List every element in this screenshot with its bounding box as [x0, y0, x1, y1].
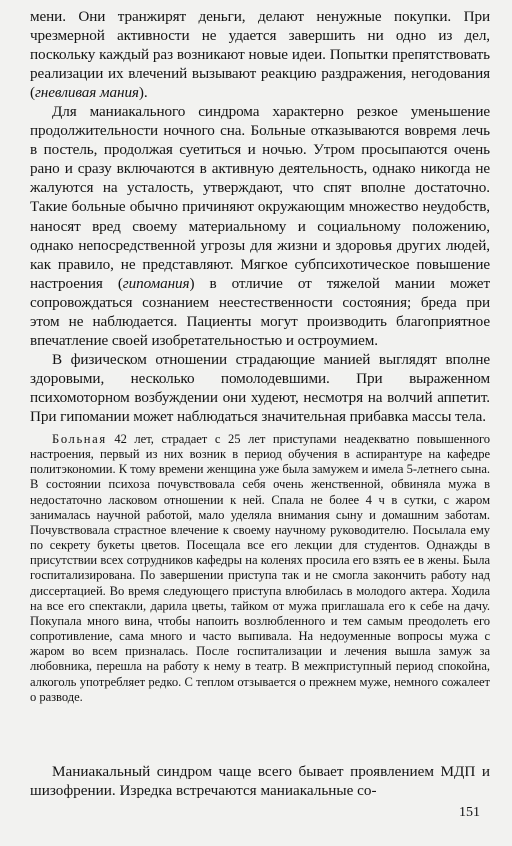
paragraph-2: [30, 102, 490, 350]
paragraph-2-text-b: ) в отличие от тяжелой мании может сопровождаться сознанием неестественности состояния; бреда при этом не наблюдается. Пациенты могут производить благоприятное впечатление своей изобретательностью и остроумием.: [30, 274, 490, 349]
case-study-lead: Больная: [52, 432, 107, 446]
case-study: [30, 432, 490, 705]
paragraph-1-end: ).: [138, 84, 148, 102]
paragraph-1: [30, 7, 490, 102]
term-hypomania: гипомания: [122, 274, 190, 292]
closing-text: Маниакальный синдром чаще всего бывает проявлением МДП и шизофрении. Изредка встречаются маниакальные со-: [30, 763, 490, 800]
main-text: [30, 7, 490, 426]
page-number: 151: [459, 805, 480, 820]
closing-paragraph: [30, 762, 490, 800]
case-study-body: 42 лет, страдает с 25 лет приступами неадекватно повышенного настроения, первый из них возник в период обучения в аспирантуре на кафедре политэкономии. К тому времени женщина уже была замужем и имела 5-летнего сына. В состоянии психоза почувствовала себя очень женственной, обвиняла мужа в недостаточно ласковом отношении к ней. Спала не более 4 ч в сутки, с жаром занималась научной работой, мало уделяла внимания сыну и домашним заботам. Почувствовала страстное влечение к своему научному руководителю. Посылала ему по секрету букеты цветов. Посещала все его лекции для студентов. Однажды в присутствии всех сотрудников кафедры на коленях просила его взять ее в жены. Была госпитализирована. По завершении приступа так и не смогла закончить работу над диссертацией. Во время следующего приступа влюбилась в молодого актера. Ходила на все его спектакли, дарила цветы, тайком от мужа приглашала его к себе на дачу. Покупала много вина, чтобы напоить возлюбленного и тем самым преодолеть его сопротивление, сама много и часто выпивала. На недоуменные вопросы мужа с жаром во всем призналась. После госпитализации и лечения вышла замуж за любовника, перешла на работу к нему в театр. В межприступный период спокойна, алкоголь употребляет редко. С теплом отзывается о прежнем муже, немного сожалеет о разводе.: [30, 432, 490, 704]
paragraph-1-text: мени. Они транжирят деньги, делают ненужные покупки. При чрезмерной активности не удается завершить ни одно из дел, поскольку каждый раз возникают новые идеи. Попытки препятствовать реализации их влечений вызывают реакцию раздражения, негодования (: [30, 8, 490, 102]
paragraph-2-text-a: Для маниакального синдрома характерно резкое уменьшение продолжительности ночного сна. Больные отказываются вовремя лечь в постель, продолжая суетиться и ночью. Утром просыпаются очень рано и сразу включаются в активную деятельность, однако никогда не жалуются на усталость, утверждают, что спят вполне достаточно. Такие больные обычно причиняют окружающим множество неудобств, наносят вред своему материальному и социальному положению, однако непосредственной угрозы для жизни и здоровья других людей, как правило, не представляют. Мягкое субпсихотическое повышение настроения (: [30, 103, 490, 292]
term-angry-mania: гневливая мания: [34, 84, 139, 102]
case-study-text: [30, 432, 490, 705]
paragraph-3: В физическом отношении страдающие манией выглядят вполне здоровыми, несколько помолодевшими. При выраженном психомоторном возбуждении они худеют, несмотря на волчий аппетит. При гипомании может наблюдаться значительная прибавка массы тела.: [30, 350, 490, 425]
